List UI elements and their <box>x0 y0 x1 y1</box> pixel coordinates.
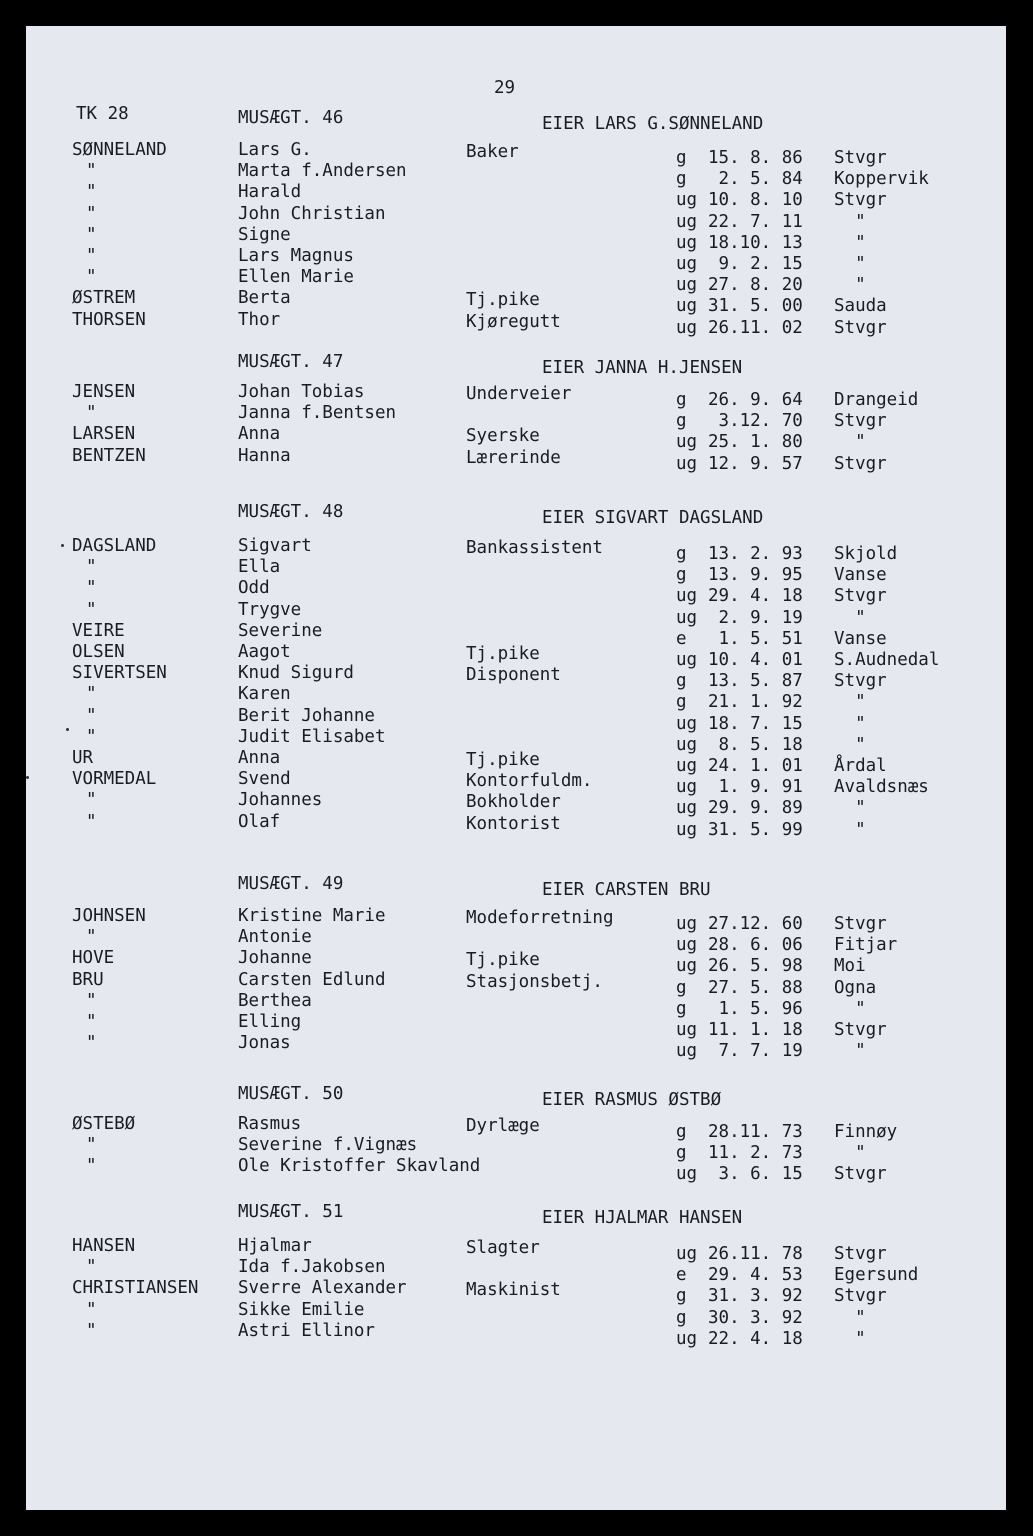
surname: CHRISTIANSEN <box>72 1278 199 1298</box>
birth-date: 10. 4. 01 <box>708 650 803 670</box>
birth-place: Avaldsnæs <box>834 777 929 797</box>
given-name: Thor <box>238 310 281 330</box>
birth-place: Ogna <box>834 978 877 998</box>
surname: " <box>86 790 97 810</box>
civil-status: ug <box>676 935 698 955</box>
speck <box>66 728 69 731</box>
given-name: Jonas <box>238 1033 291 1053</box>
given-name: Johanne <box>238 948 312 968</box>
given-name: Johannes <box>238 790 323 810</box>
address-heading: MUSÆGT. 47 <box>238 352 344 372</box>
birth-date: 12. 9. 57 <box>708 454 803 474</box>
surname: " <box>86 727 97 747</box>
civil-status: g <box>676 978 687 998</box>
surname: " <box>86 246 97 266</box>
given-name: Harald <box>238 182 302 202</box>
surname: SØNNELAND <box>72 140 167 160</box>
surname: " <box>86 403 97 423</box>
birth-place: Sauda <box>834 296 887 316</box>
given-name: Hjalmar <box>238 1236 312 1256</box>
birth-date: 1. 5. 96 <box>708 999 803 1019</box>
birth-place: Stvgr <box>834 148 887 168</box>
surname: SIVERTSEN <box>72 663 167 683</box>
birth-date: 26. 5. 98 <box>708 956 803 976</box>
civil-status: ug <box>676 714 698 734</box>
occupation: Maskinist <box>466 1280 561 1300</box>
birth-place: " <box>834 1041 866 1061</box>
birth-date: 31. 5. 99 <box>708 820 803 840</box>
birth-date: 22. 7. 11 <box>708 212 803 232</box>
address-heading: MUSÆGT. 48 <box>238 502 344 522</box>
address-heading: MUSÆGT. 49 <box>238 874 344 894</box>
occupation: Disponent <box>466 665 561 685</box>
surname: " <box>86 225 97 245</box>
occupation: Kontorfuldm. <box>466 771 593 791</box>
surname: " <box>86 1135 97 1155</box>
surname: " <box>86 557 97 577</box>
tk-label: TK 28 <box>76 104 129 124</box>
page-number: 29 <box>494 78 516 98</box>
birth-place: Stvgr <box>834 671 887 691</box>
owner-heading: EIER RASMUS ØSTBØ <box>542 1090 722 1110</box>
occupation: Tj.pike <box>466 644 540 664</box>
birth-date: 13. 2. 93 <box>708 544 803 564</box>
document-page <box>26 26 1006 1510</box>
birth-place: " <box>834 692 866 712</box>
birth-date: 3.12. 70 <box>708 411 803 431</box>
birth-place: Stvgr <box>834 1286 887 1306</box>
birth-place: Egersund <box>834 1265 919 1285</box>
surname: THORSEN <box>72 310 146 330</box>
given-name: Sverre Alexander <box>238 1278 407 1298</box>
surname: JENSEN <box>72 382 136 402</box>
civil-status: ug <box>676 756 698 776</box>
birth-date: 26. 9. 64 <box>708 390 803 410</box>
civil-status: ug <box>676 1041 698 1061</box>
given-name: Anna <box>238 424 281 444</box>
given-name: Anna <box>238 748 281 768</box>
surname: VORMEDAL <box>72 769 157 789</box>
given-name: Janna f.Bentsen <box>238 403 397 423</box>
given-name: Ellen Marie <box>238 267 354 287</box>
birth-place: Stvgr <box>834 318 887 338</box>
civil-status: ug <box>676 1164 698 1184</box>
surname: DAGSLAND <box>72 536 157 556</box>
occupation: Tj.pike <box>466 750 540 770</box>
given-name: Antonie <box>238 927 312 947</box>
birth-place: Stvgr <box>834 586 887 606</box>
owner-heading: EIER HJALMAR HANSEN <box>542 1208 743 1228</box>
birth-date: 28. 6. 06 <box>708 935 803 955</box>
birth-date: 2. 9. 19 <box>708 608 803 628</box>
surname: " <box>86 706 97 726</box>
birth-date: 18.10. 13 <box>708 233 803 253</box>
birth-date: 27. 8. 20 <box>708 275 803 295</box>
surname: " <box>86 600 97 620</box>
surname: " <box>86 991 97 1011</box>
birth-place: " <box>834 432 866 452</box>
surname: " <box>86 182 97 202</box>
birth-place: Skjold <box>834 544 898 564</box>
civil-status: ug <box>676 275 698 295</box>
birth-date: 11. 2. 73 <box>708 1143 803 1163</box>
surname: " <box>86 1012 97 1032</box>
birth-place: " <box>834 212 866 232</box>
surname: BENTZEN <box>72 446 146 466</box>
given-name: Hanna <box>238 446 291 466</box>
given-name: Berit Johanne <box>238 706 375 726</box>
birth-date: 3. 6. 15 <box>708 1164 803 1184</box>
birth-date: 11. 1. 18 <box>708 1020 803 1040</box>
occupation: Syerske <box>466 426 540 446</box>
surname: " <box>86 1300 97 1320</box>
civil-status: e <box>676 629 687 649</box>
birth-place: Stvgr <box>834 411 887 431</box>
birth-place: " <box>834 254 866 274</box>
birth-date: 1. 9. 91 <box>708 777 803 797</box>
civil-status: ug <box>676 318 698 338</box>
birth-date: 1. 5. 51 <box>708 629 803 649</box>
birth-place: " <box>834 798 866 818</box>
address-heading: MUSÆGT. 50 <box>238 1084 344 1104</box>
owner-heading: EIER JANNA H.JENSEN <box>542 358 743 378</box>
birth-place: Vanse <box>834 565 887 585</box>
birth-date: 13. 5. 87 <box>708 671 803 691</box>
civil-status: g <box>676 565 687 585</box>
given-name: Rasmus <box>238 1114 302 1134</box>
given-name: Kristine Marie <box>238 906 386 926</box>
owner-heading: EIER LARS G.SØNNELAND <box>542 114 764 134</box>
surname: OLSEN <box>72 642 125 662</box>
surname: " <box>86 1033 97 1053</box>
civil-status: ug <box>676 820 698 840</box>
surname: " <box>86 161 97 181</box>
birth-place: Årdal <box>834 756 887 776</box>
given-name: Severine <box>238 621 323 641</box>
civil-status: g <box>676 1143 687 1163</box>
surname: " <box>86 927 97 947</box>
civil-status: ug <box>676 1020 698 1040</box>
given-name: Lars G. <box>238 140 312 160</box>
surname: " <box>86 578 97 598</box>
given-name: Odd <box>238 578 270 598</box>
birth-place: Stvgr <box>834 1244 887 1264</box>
civil-status: g <box>676 544 687 564</box>
given-name: Judit Elisabet <box>238 727 386 747</box>
civil-status: g <box>676 411 687 431</box>
birth-date: 10. 8. 10 <box>708 190 803 210</box>
occupation: Baker <box>466 142 519 162</box>
surname: " <box>86 1257 97 1277</box>
given-name: John Christian <box>238 204 386 224</box>
given-name: Aagot <box>238 642 291 662</box>
birth-place: " <box>834 999 866 1019</box>
given-name: Berta <box>238 288 291 308</box>
owner-heading: EIER CARSTEN BRU <box>542 880 711 900</box>
birth-date: 29. 4. 18 <box>708 586 803 606</box>
surname: " <box>86 812 97 832</box>
birth-place: Stvgr <box>834 1020 887 1040</box>
surname: BRU <box>72 970 104 990</box>
speck <box>26 776 29 779</box>
given-name: Trygve <box>238 600 302 620</box>
occupation: Tj.pike <box>466 950 540 970</box>
occupation: Kontorist <box>466 814 561 834</box>
civil-status: e <box>676 1265 687 1285</box>
civil-status: g <box>676 999 687 1019</box>
given-name: Johan Tobias <box>238 382 365 402</box>
birth-place: " <box>834 714 866 734</box>
birth-place: S.Audnedal <box>834 650 940 670</box>
birth-date: 22. 4. 18 <box>708 1329 803 1349</box>
occupation: Tj.pike <box>466 290 540 310</box>
given-name: Berthea <box>238 991 312 1011</box>
birth-date: 29. 9. 89 <box>708 798 803 818</box>
given-name: Lars Magnus <box>238 246 354 266</box>
birth-place: Stvgr <box>834 914 887 934</box>
surname: " <box>86 204 97 224</box>
surname: ØSTEBØ <box>72 1114 136 1134</box>
civil-status: ug <box>676 254 698 274</box>
given-name: Sigvart <box>238 536 312 556</box>
address-heading: MUSÆGT. 51 <box>238 1202 344 1222</box>
birth-date: 28.11. 73 <box>708 1122 803 1142</box>
birth-place: " <box>834 608 866 628</box>
birth-place: " <box>834 275 866 295</box>
occupation: Dyrlæge <box>466 1116 540 1136</box>
civil-status: g <box>676 671 687 691</box>
birth-place: Finnøy <box>834 1122 898 1142</box>
civil-status: ug <box>676 798 698 818</box>
birth-date: 18. 7. 15 <box>708 714 803 734</box>
given-name: Severine f.Vignæs <box>238 1135 418 1155</box>
civil-status: ug <box>676 650 698 670</box>
civil-status: ug <box>676 1329 698 1349</box>
surname: UR <box>72 748 94 768</box>
civil-status: g <box>676 1308 687 1328</box>
civil-status: ug <box>676 454 698 474</box>
given-name: Ella <box>238 557 281 577</box>
surname: HANSEN <box>72 1236 136 1256</box>
birth-date: 9. 2. 15 <box>708 254 803 274</box>
occupation: Bankassistent <box>466 538 603 558</box>
birth-place: " <box>834 1143 866 1163</box>
civil-status: ug <box>676 914 698 934</box>
birth-date: 21. 1. 92 <box>708 692 803 712</box>
surname: " <box>86 1321 97 1341</box>
birth-place: Stvgr <box>834 190 887 210</box>
civil-status: g <box>676 1286 687 1306</box>
birth-date: 8. 5. 18 <box>708 735 803 755</box>
civil-status: ug <box>676 432 698 452</box>
civil-status: g <box>676 692 687 712</box>
surname: JOHNSEN <box>72 906 146 926</box>
civil-status: ug <box>676 296 698 316</box>
owner-heading: EIER SIGVART DAGSLAND <box>542 508 764 528</box>
given-name: Sikke Emilie <box>238 1300 365 1320</box>
given-name: Knud Sigurd <box>238 663 354 683</box>
civil-status: ug <box>676 735 698 755</box>
birth-date: 29. 4. 53 <box>708 1265 803 1285</box>
birth-date: 30. 3. 92 <box>708 1308 803 1328</box>
occupation: Bokholder <box>466 792 561 812</box>
birth-date: 15. 8. 86 <box>708 148 803 168</box>
civil-status: g <box>676 148 687 168</box>
birth-place: Vanse <box>834 629 887 649</box>
given-name: Svend <box>238 769 291 789</box>
birth-date: 25. 1. 80 <box>708 432 803 452</box>
surname: " <box>86 1156 97 1176</box>
birth-date: 27.12. 60 <box>708 914 803 934</box>
address-heading: MUSÆGT. 46 <box>238 108 344 128</box>
birth-place: Fitjar <box>834 935 898 955</box>
given-name: Astri Ellinor <box>238 1321 375 1341</box>
given-name: Ida f.Jakobsen <box>238 1257 386 1277</box>
surname: VEIRE <box>72 621 125 641</box>
birth-place: " <box>834 820 866 840</box>
given-name: Karen <box>238 684 291 704</box>
given-name: Ole Kristoffer Skavland <box>238 1156 481 1176</box>
civil-status: g <box>676 169 687 189</box>
birth-place: " <box>834 1308 866 1328</box>
occupation: Slagter <box>466 1238 540 1258</box>
occupation: Underveier <box>466 384 572 404</box>
civil-status: ug <box>676 608 698 628</box>
birth-date: 2. 5. 84 <box>708 169 803 189</box>
birth-date: 31. 5. 00 <box>708 296 803 316</box>
birth-place: Stvgr <box>834 1164 887 1184</box>
civil-status: ug <box>676 777 698 797</box>
birth-place: Stvgr <box>834 454 887 474</box>
given-name: Elling <box>238 1012 302 1032</box>
occupation: Modeforretning <box>466 908 614 928</box>
birth-date: 13. 9. 95 <box>708 565 803 585</box>
surname: " <box>86 684 97 704</box>
civil-status: ug <box>676 233 698 253</box>
civil-status: ug <box>676 956 698 976</box>
birth-place: " <box>834 735 866 755</box>
civil-status: ug <box>676 586 698 606</box>
birth-date: 31. 3. 92 <box>708 1286 803 1306</box>
birth-date: 26.11. 78 <box>708 1244 803 1264</box>
birth-place: Moi <box>834 956 866 976</box>
occupation: Lærerinde <box>466 448 561 468</box>
birth-date: 26.11. 02 <box>708 318 803 338</box>
birth-place: Koppervik <box>834 169 929 189</box>
birth-date: 24. 1. 01 <box>708 756 803 776</box>
given-name: Signe <box>238 225 291 245</box>
surname: " <box>86 267 97 287</box>
surname: HOVE <box>72 948 115 968</box>
birth-date: 27. 5. 88 <box>708 978 803 998</box>
civil-status: g <box>676 1122 687 1142</box>
civil-status: ug <box>676 190 698 210</box>
civil-status: ug <box>676 1244 698 1264</box>
birth-place: Drangeid <box>834 390 919 410</box>
civil-status: ug <box>676 212 698 232</box>
birth-date: 7. 7. 19 <box>708 1041 803 1061</box>
surname: ØSTREM <box>72 288 136 308</box>
occupation: Kjøregutt <box>466 312 561 332</box>
given-name: Olaf <box>238 812 281 832</box>
civil-status: g <box>676 390 687 410</box>
given-name: Carsten Edlund <box>238 970 386 990</box>
surname: LARSEN <box>72 424 136 444</box>
birth-place: " <box>834 1329 866 1349</box>
birth-place: " <box>834 233 866 253</box>
occupation: Stasjonsbetj. <box>466 972 603 992</box>
given-name: Marta f.Andersen <box>238 161 407 181</box>
speck <box>61 544 64 547</box>
